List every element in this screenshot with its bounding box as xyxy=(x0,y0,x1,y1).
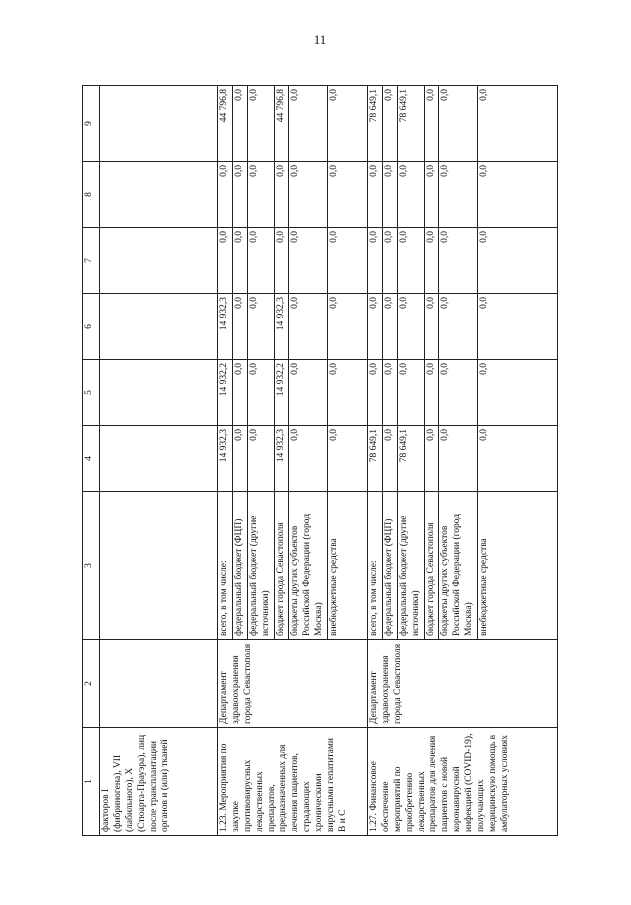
value-cell: 78 649,1 xyxy=(397,86,424,162)
header-col-8: 8 xyxy=(83,162,100,228)
value-cell: 0,0 xyxy=(328,426,368,492)
value-cell: 0,0 xyxy=(424,294,439,360)
value-cell: 0,0 xyxy=(368,294,383,360)
source-label: внебюджетные средства xyxy=(478,492,558,640)
measure-name-1-23: 1.23. Мероприятия по закупке противовирусных лекарственных препаратов, предназначенных для лечения пациентов, страдающих хроническими вирусными гепатитами В и С xyxy=(218,728,368,836)
value-cell: 0,0 xyxy=(289,86,328,162)
value-cell: 0,0 xyxy=(382,162,397,228)
blank-cell xyxy=(100,294,218,360)
value-cell: 14 932,2 xyxy=(218,360,233,426)
value-cell: 0,0 xyxy=(368,162,383,228)
value-cell: 0,0 xyxy=(397,294,424,360)
value-cell: 78 649,1 xyxy=(397,426,424,492)
page-number: 11 xyxy=(313,32,327,47)
value-cell: 0,0 xyxy=(382,426,397,492)
value-cell: 14 932,3 xyxy=(274,294,289,360)
value-cell: 0,0 xyxy=(218,162,233,228)
value-cell: 0,0 xyxy=(368,228,383,294)
header-col-3: 3 xyxy=(83,492,100,640)
source-label: федеральный бюджет (другие источники) xyxy=(397,492,424,640)
value-cell: 0,0 xyxy=(382,228,397,294)
value-cell: 0,0 xyxy=(439,294,478,360)
value-cell: 0,0 xyxy=(397,162,424,228)
value-cell: 0,0 xyxy=(478,162,558,228)
value-cell: 0,0 xyxy=(382,360,397,426)
value-cell: 0,0 xyxy=(424,426,439,492)
value-cell: 0,0 xyxy=(218,228,233,294)
table-container xyxy=(82,86,552,836)
source-label: всего, в том числе: xyxy=(218,492,233,640)
value-cell: 14 932,3 xyxy=(274,426,289,492)
blank-cell xyxy=(100,426,218,492)
value-cell: 0,0 xyxy=(232,86,247,162)
value-cell: 44 796,8 xyxy=(274,86,289,162)
value-cell: 0,0 xyxy=(424,360,439,426)
value-cell: 0,0 xyxy=(439,228,478,294)
blank-cell xyxy=(100,162,218,228)
value-cell: 0,0 xyxy=(424,162,439,228)
value-cell: 0,0 xyxy=(439,426,478,492)
value-cell: 0,0 xyxy=(439,86,478,162)
source-label: бюджет города Севастополя xyxy=(424,492,439,640)
value-cell: 0,0 xyxy=(328,294,368,360)
value-cell: 0,0 xyxy=(478,86,558,162)
value-cell: 0,0 xyxy=(397,360,424,426)
header-col-6: 6 xyxy=(83,294,100,360)
header-col-9: 9 xyxy=(83,86,100,162)
value-cell: 0,0 xyxy=(247,360,274,426)
value-cell: 0,0 xyxy=(328,228,368,294)
header-col-2: 2 xyxy=(83,640,100,728)
value-cell: 0,0 xyxy=(247,162,274,228)
value-cell: 0,0 xyxy=(478,294,558,360)
value-cell: 14 932,2 xyxy=(274,360,289,426)
value-cell: 0,0 xyxy=(247,426,274,492)
header-row xyxy=(83,86,100,836)
value-cell: 0,0 xyxy=(247,228,274,294)
value-cell: 0,0 xyxy=(232,228,247,294)
table-row xyxy=(218,86,233,836)
continuation-row xyxy=(100,86,218,836)
blank-cell xyxy=(100,228,218,294)
header-col-1: 1 xyxy=(83,728,100,836)
value-cell: 0,0 xyxy=(478,426,558,492)
value-cell: 44 796,8 xyxy=(218,86,233,162)
value-cell: 0,0 xyxy=(247,294,274,360)
measure-name-1-27: 1.27. Финансовое обеспечение мероприятий по приобретению лекарственных препаратов для лечения пациентов с новой коронавирусной инфекцией (COVID-19), получающих медицинскую помощь в амбулаторных условиях xyxy=(368,728,558,836)
value-cell: 0,0 xyxy=(397,228,424,294)
value-cell: 0,0 xyxy=(247,86,274,162)
value-cell: 0,0 xyxy=(289,360,328,426)
value-cell: 0,0 xyxy=(232,294,247,360)
source-label: федеральный бюджет (другие источники) xyxy=(247,492,274,640)
table-row xyxy=(368,86,383,836)
value-cell: 0,0 xyxy=(289,426,328,492)
value-cell: 78 649,1 xyxy=(368,426,383,492)
value-cell: 0,0 xyxy=(424,228,439,294)
header-col-4: 4 xyxy=(83,426,100,492)
value-cell: 0,0 xyxy=(382,294,397,360)
value-cell: 14 932,3 xyxy=(218,294,233,360)
blank-cell xyxy=(100,640,218,728)
executor-1-27: Департамент здравоохранения города Севастополя xyxy=(368,640,558,728)
continuation-text: факторов I (фибриногена), VII (лабильного), X (Стюарта-Прауэра), лиц после трансплантации органов и (или) тканей xyxy=(100,728,218,836)
value-cell: 0,0 xyxy=(232,162,247,228)
value-cell: 0,0 xyxy=(478,228,558,294)
value-cell: 78 649,1 xyxy=(368,86,383,162)
value-cell: 0,0 xyxy=(382,86,397,162)
value-cell: 0,0 xyxy=(368,360,383,426)
value-cell: 0,0 xyxy=(328,86,368,162)
value-cell: 0,0 xyxy=(274,228,289,294)
blank-cell xyxy=(100,86,218,162)
value-cell: 0,0 xyxy=(232,360,247,426)
value-cell: 0,0 xyxy=(328,162,368,228)
blank-cell xyxy=(100,492,218,640)
source-label: бюджет города Севастополя xyxy=(274,492,289,640)
source-label: всего, в том числе: xyxy=(368,492,383,640)
value-cell: 0,0 xyxy=(232,426,247,492)
value-cell: 0,0 xyxy=(328,360,368,426)
value-cell: 0,0 xyxy=(478,360,558,426)
financing-table xyxy=(82,85,558,836)
source-label: внебюджетные средства xyxy=(328,492,368,640)
source-label: федеральный бюджет (ФЦП) xyxy=(382,492,397,640)
value-cell: 0,0 xyxy=(289,162,328,228)
source-label: бюджеты других субъектов Российской Федерации (город Москва) xyxy=(289,492,328,640)
value-cell: 0,0 xyxy=(289,228,328,294)
value-cell: 0,0 xyxy=(424,86,439,162)
value-cell: 0,0 xyxy=(439,162,478,228)
header-col-7: 7 xyxy=(83,228,100,294)
value-cell: 0,0 xyxy=(274,162,289,228)
blank-cell xyxy=(100,360,218,426)
value-cell: 14 932,3 xyxy=(218,426,233,492)
value-cell: 0,0 xyxy=(439,360,478,426)
value-cell: 0,0 xyxy=(289,294,328,360)
header-col-5: 5 xyxy=(83,360,100,426)
executor-1-23: Департамент здравоохранения города Севастополя xyxy=(218,640,368,728)
source-label: бюджеты других субъектов Российской Федерации (город Москва) xyxy=(439,492,478,640)
source-label: федеральный бюджет (ФЦП) xyxy=(232,492,247,640)
